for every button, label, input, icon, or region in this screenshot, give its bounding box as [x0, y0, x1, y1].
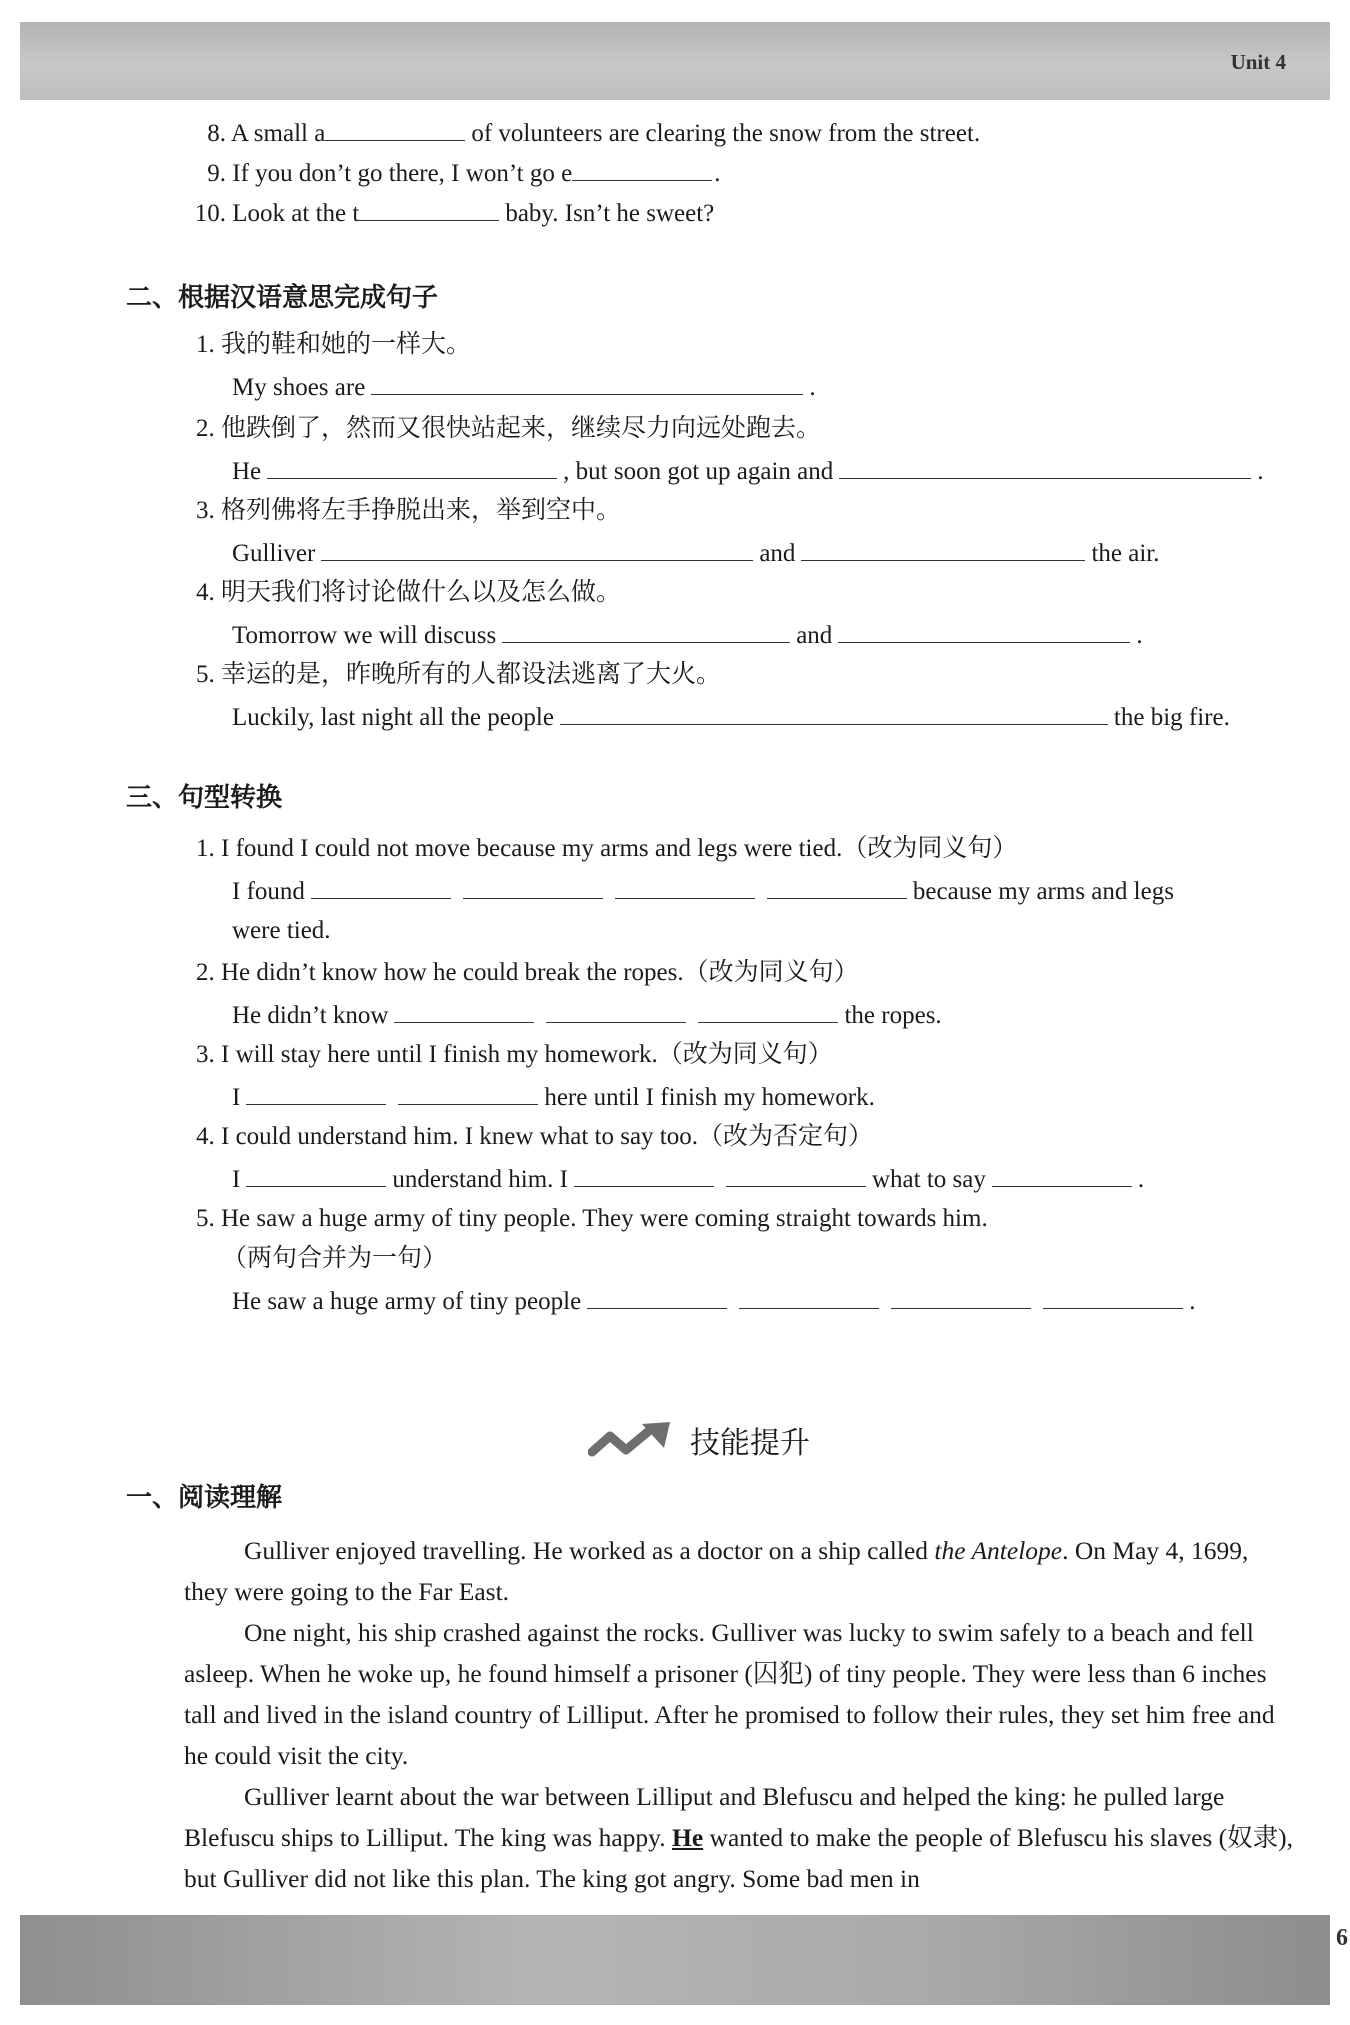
skills-heading: [588, 1418, 810, 1462]
answer-blank[interactable]: [502, 620, 790, 643]
reading-paragraph: Gulliver learnt about the war between Lilliput and Blefuscu and helped the king: he pulled large Blefuscu ships to Lilliput. The king was happy. He wanted to make the people of Blefuscu his slaves (奴隶), but Gulliver did not like this plan. The king got angry. Some bad men in: [184, 1782, 1294, 1893]
answer-line: were tied.: [232, 917, 331, 944]
answer-blank[interactable]: [394, 1000, 534, 1023]
answer-line: He didn’t know the ropes.: [232, 1002, 942, 1029]
question-line: 4. I could understand him. I knew what to say too.（改为否定句）: [196, 1123, 873, 1150]
answer-line: My shoes are .: [232, 374, 816, 401]
answer-blank[interactable]: [739, 1286, 879, 1309]
question-line: 3. I will stay here until I finish my homework.（改为同义句）: [196, 1041, 833, 1068]
answer-blank[interactable]: [615, 876, 755, 899]
question-line: 5. He saw a huge army of tiny people. They were coming straight towards him.: [196, 1205, 988, 1232]
answer-blank[interactable]: [572, 158, 712, 181]
answer-blank[interactable]: [574, 1164, 714, 1187]
answer-line: Gulliver and the air.: [232, 540, 1160, 567]
answer-blank[interactable]: [839, 456, 1251, 479]
answer-blank[interactable]: [325, 118, 465, 141]
section-title: 二、根据汉语意思完成句子: [126, 283, 439, 313]
answer-blank[interactable]: [311, 876, 451, 899]
answer-blank[interactable]: [246, 1082, 386, 1105]
answer-blank[interactable]: [359, 198, 499, 221]
question-line: 1. I found I could not move because my arms and legs were tied.（改为同义句）: [196, 835, 1018, 862]
answer-blank[interactable]: [546, 1000, 686, 1023]
page-number: 6: [1336, 1925, 1348, 1951]
answer-blank[interactable]: [267, 456, 557, 479]
answer-blank[interactable]: [560, 702, 1108, 725]
trend-up-arrow-icon: [588, 1420, 674, 1460]
answer-blank[interactable]: [587, 1286, 727, 1309]
question-line: 10. Look at the t baby. Isn’t he sweet?: [194, 200, 715, 227]
unit-label: Unit 4: [1230, 50, 1286, 74]
page-header-band: [20, 22, 1330, 100]
section-title: 一、阅读理解: [126, 1483, 283, 1513]
answer-blank[interactable]: [992, 1164, 1132, 1187]
answer-blank[interactable]: [246, 1164, 386, 1187]
underlined-word: He: [672, 1823, 704, 1852]
page-footer-band: [20, 1915, 1330, 2005]
question-line: 8. A small a of volunteers are clearing the snow from the street.: [207, 120, 981, 147]
answer-line: Tomorrow we will discuss and .: [232, 622, 1143, 649]
question-line: 9. If you don’t go there, I won’t go e .: [207, 160, 721, 187]
question-line: 2. 他跌倒了，然而又很快站起来，继续尽力向远处跑去。: [196, 415, 822, 442]
section-title: 三、句型转换: [126, 783, 283, 813]
answer-line: I found because my arms and legs: [232, 878, 1174, 905]
answer-line: I here until I finish my homework.: [232, 1084, 875, 1111]
question-line: 3. 格列佛将左手挣脱出来，举到空中。: [196, 497, 622, 524]
answer-line: I understand him. I what to say .: [232, 1166, 1145, 1193]
answer-blank[interactable]: [463, 876, 603, 899]
skills-title: 技能提升: [690, 1426, 810, 1461]
answer-blank[interactable]: [321, 538, 753, 561]
answer-blank[interactable]: [698, 1000, 838, 1023]
answer-blank[interactable]: [801, 538, 1085, 561]
answer-line: Luckily, last night all the people the big fire.: [232, 704, 1230, 731]
question-line: 1. 我的鞋和她的一样大。: [196, 331, 472, 358]
answer-line: He , but soon got up again and .: [232, 458, 1264, 485]
question-line-cont: （两句合并为一句）: [222, 1245, 448, 1272]
answer-blank[interactable]: [838, 620, 1130, 643]
answer-blank[interactable]: [1043, 1286, 1183, 1309]
question-line: 2. He didn’t know how he could break the ropes.（改为同义句）: [196, 959, 859, 986]
question-line: 4. 明天我们将讨论做什么以及怎么做。: [196, 579, 622, 606]
answer-blank[interactable]: [371, 372, 803, 395]
answer-line: He saw a huge army of tiny people .: [232, 1288, 1196, 1315]
answer-blank[interactable]: [398, 1082, 538, 1105]
reading-paragraph: Gulliver enjoyed travelling. He worked as a doctor on a ship called the Antelope. On May 4, 1699, they were going to the Far East.: [184, 1536, 1249, 1606]
answer-blank[interactable]: [767, 876, 907, 899]
question-line: 5. 幸运的是，昨晚所有的人都设法逃离了大火。: [196, 661, 722, 688]
answer-blank[interactable]: [891, 1286, 1031, 1309]
answer-blank[interactable]: [726, 1164, 866, 1187]
reading-paragraph: One night, his ship crashed against the rocks. Gulliver was lucky to swim safely to a beach and fell asleep. When he woke up, he found himself a prisoner (囚犯) of tiny people. They were less than 6 inches tall and lived in the island country of Lilliput. After he promised to follow their rules, they set him free and he could visit the city.: [184, 1618, 1275, 1770]
